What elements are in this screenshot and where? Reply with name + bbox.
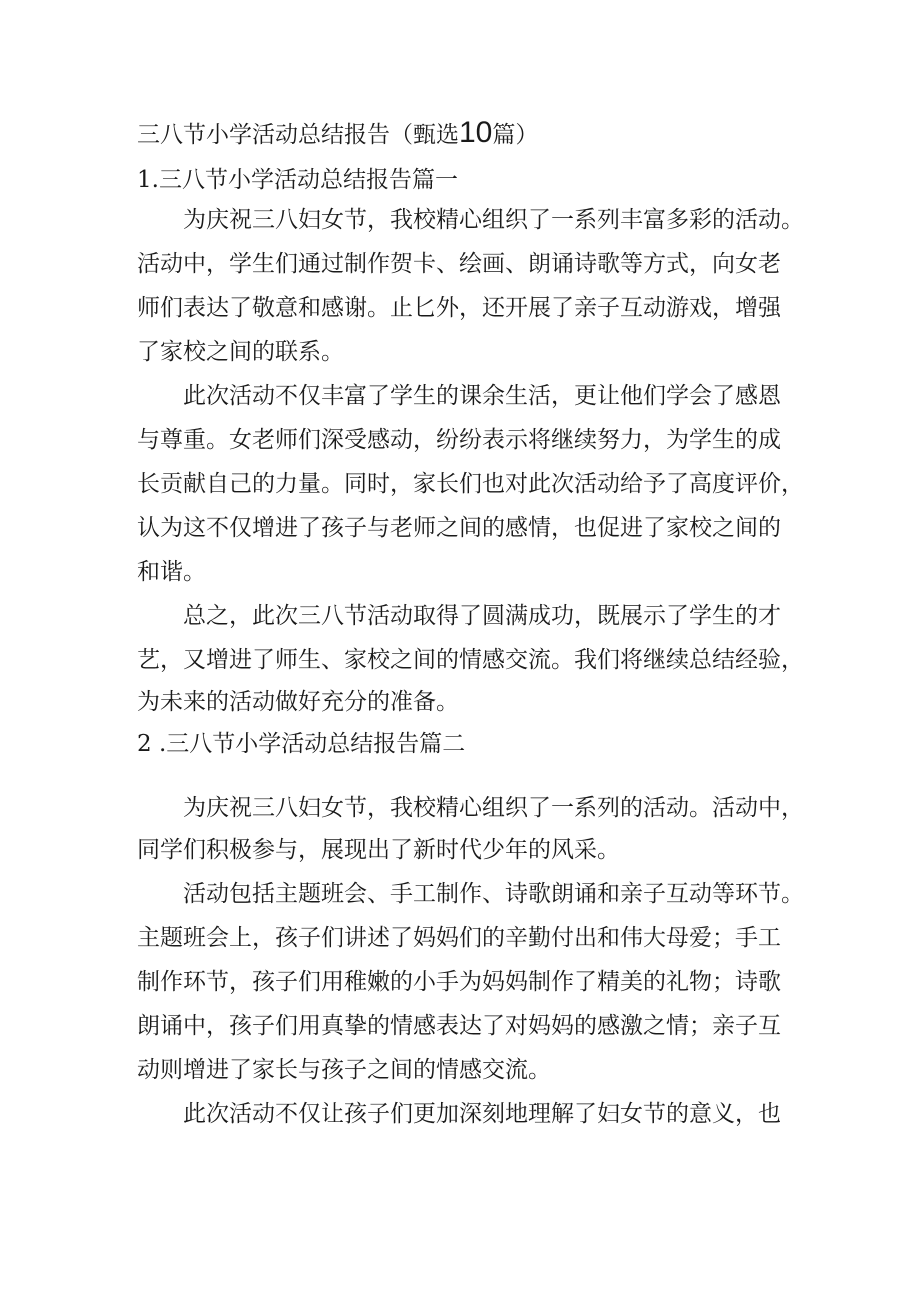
paragraph-line: 为庆祝三八妇女节，我校精心组织了一系列的活动。活动中， xyxy=(183,795,804,821)
title-suffix: 篇） xyxy=(492,122,539,148)
paragraph-line: 和谐。 xyxy=(137,559,206,585)
paragraph-line: 认为这不仅增进了孩子与老师之间的感情，也促进了家校之间的 xyxy=(137,515,781,541)
document-title xyxy=(137,116,538,152)
paragraph-line: 总之，此次三八节活动取得了圆满成功，既展示了学生的才 xyxy=(183,603,781,629)
title-number: 10 xyxy=(459,116,493,149)
paragraph-line: 朗诵中，孩子们用真挚的情感表达了对妈妈的感激之情；亲子互 xyxy=(137,1013,781,1039)
paragraph-line: 师们表达了敬意和感谢。止匕外，还开展了亲子互动游戏，增强 xyxy=(137,295,781,321)
section-heading-1: 1.三八节小学活动总结报告篇一 xyxy=(137,167,458,193)
paragraph-line: 主题班会上，孩子们讲述了妈妈们的辛勤付出和伟大母爱；手工 xyxy=(137,925,781,951)
paragraph-line: 为庆祝三八妇女节，我校精心组织了一系列丰富多彩的活动。 xyxy=(183,207,804,233)
paragraph-line: 长贡献自己的力量。同时，家长们也对此次活动给予了高度评价， xyxy=(137,471,804,497)
paragraph-line: 活动中，学生们通过制作贺卡、绘画、朗诵诗歌等方式，向女老 xyxy=(137,251,781,277)
title-prefix: 三八节小学活动总结报告（甄选 xyxy=(137,122,459,148)
paragraph-line: 艺，又增进了师生、家校之间的情感交流。我们将继续总结经验， xyxy=(137,647,804,673)
section-heading-2: 2 .三八节小学活动总结报告篇二 xyxy=(137,731,466,757)
paragraph-line: 为未来的活动做好充分的准备。 xyxy=(137,689,459,715)
paragraph-line: 此次活动不仅让孩子们更加深刻地理解了妇女节的意义，也 xyxy=(183,1101,781,1127)
paragraph-line: 了家校之间的联系。 xyxy=(137,339,344,365)
paragraph-line: 活动包括主题班会、手工制作、诗歌朗诵和亲子互动等环节。 xyxy=(183,881,804,907)
paragraph-line: 动则增进了家长与孩子之间的情感交流。 xyxy=(137,1057,551,1083)
paragraph-line: 与尊重。女老师们深受感动，纷纷表示将继续努力，为学生的成 xyxy=(137,427,781,453)
paragraph-line: 制作环节，孩子们用稚嫩的小手为妈妈制作了精美的礼物；诗歌 xyxy=(137,969,781,995)
paragraph-line: 此次活动不仅丰富了学生的课余生活，更让他们学会了感恩 xyxy=(183,383,781,409)
paragraph-line: 同学们积极参与，展现出了新时代少年的风采。 xyxy=(137,837,620,863)
